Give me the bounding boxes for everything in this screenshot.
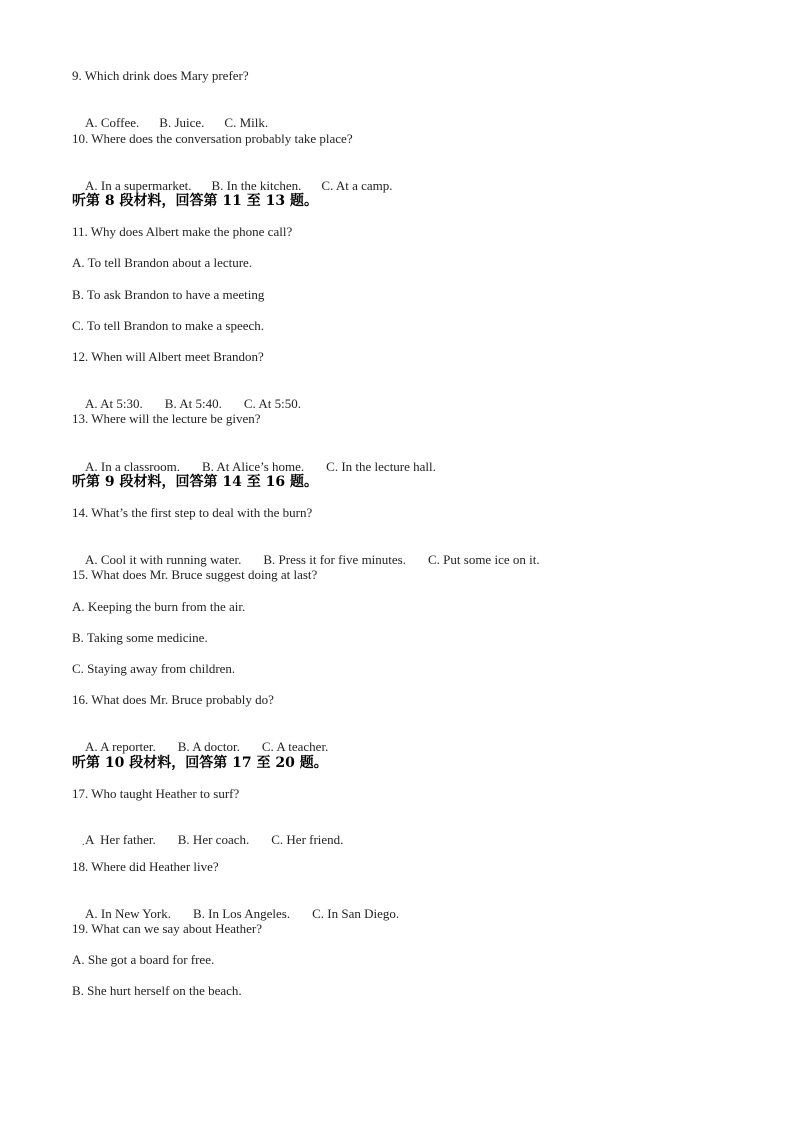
question-19-option-b: B. She hurt herself on the beach.	[72, 983, 242, 998]
question-14: 14. What’s the first step to deal with the burn?	[72, 505, 313, 520]
question-11-option-b: B. To ask Brandon to have a meeting	[72, 287, 265, 302]
question-19: 19. What can we say about Heather?	[72, 921, 262, 936]
option-b: B. Juice.	[159, 115, 205, 130]
section-heading-8: 听第 8 段材料，回答第 11 至 13 题。	[72, 193, 318, 209]
question-11: 11. Why does Albert make the phone call?	[72, 224, 293, 239]
question-11-option-a: A. To tell Brandon about a lecture.	[72, 255, 253, 270]
option-a: A. A reporter.	[85, 739, 156, 754]
question-18: 18. Where did Heather live?	[72, 859, 219, 874]
question-16: 16. What does Mr. Bruce probably do?	[72, 692, 274, 707]
option-a: A. In New York.	[85, 906, 171, 921]
option-c: C. At a camp.	[321, 178, 393, 193]
question-17-options	[72, 816, 343, 864]
option-a: A. In a classroom.	[85, 459, 180, 474]
question-15-option-c: C. Staying away from children.	[72, 661, 236, 676]
option-c: C. Milk.	[224, 115, 269, 130]
option-c: C. In San Diego.	[312, 906, 400, 921]
question-12: 12. When will Albert meet Brandon?	[72, 349, 264, 364]
question-15-option-a: A. Keeping the burn from the air.	[72, 599, 246, 614]
option-b: B. In Los Angeles.	[192, 906, 291, 921]
option-c: C. At 5:50.	[243, 396, 301, 411]
option-b: B. In the kitchen.	[211, 178, 302, 193]
option-a: A. At 5:30.	[85, 396, 143, 411]
option-a: A. Cool it with running water.	[85, 552, 242, 567]
option-b: B. A doctor.	[177, 739, 240, 754]
option-c: C. A teacher.	[261, 739, 329, 754]
option-b: B. At 5:40.	[164, 396, 222, 411]
option-a: A. In a supermarket.	[85, 178, 192, 193]
question-15: 15. What does Mr. Bruce suggest doing at last?	[72, 567, 318, 582]
question-11-option-c: C. To tell Brandon to make a speech.	[72, 318, 264, 333]
question-19-option-a: A. She got a board for free.	[72, 952, 215, 967]
option-c: C. In the lecture hall.	[326, 459, 436, 474]
question-17: 17. Who taught Heather to surf?	[72, 786, 240, 801]
question-9: 9. Which drink does Mary prefer?	[72, 68, 249, 83]
option-c: C. Her friend.	[271, 832, 344, 847]
option-b: B. Her coach.	[177, 832, 250, 847]
section-heading-10: 听第 10 段材料，回答第 17 至 20 题。	[72, 755, 328, 771]
question-13: 13. Where will the lecture be given?	[72, 411, 261, 426]
question-15-option-b: B. Taking some medicine.	[72, 630, 208, 645]
option-a: A Her father.	[85, 832, 156, 847]
section-heading-9: 听第 9 段材料，回答第 14 至 16 题。	[72, 474, 318, 490]
option-c: C. Put some ice on it.	[428, 552, 540, 567]
option-a: A. Coffee.	[85, 115, 140, 130]
option-b: B. Press it for five minutes.	[263, 552, 406, 567]
question-10: 10. Where does the conversation probably take place?	[72, 131, 353, 146]
option-b: B. At Alice’s home.	[201, 459, 305, 474]
stray-mark: .	[82, 837, 85, 848]
